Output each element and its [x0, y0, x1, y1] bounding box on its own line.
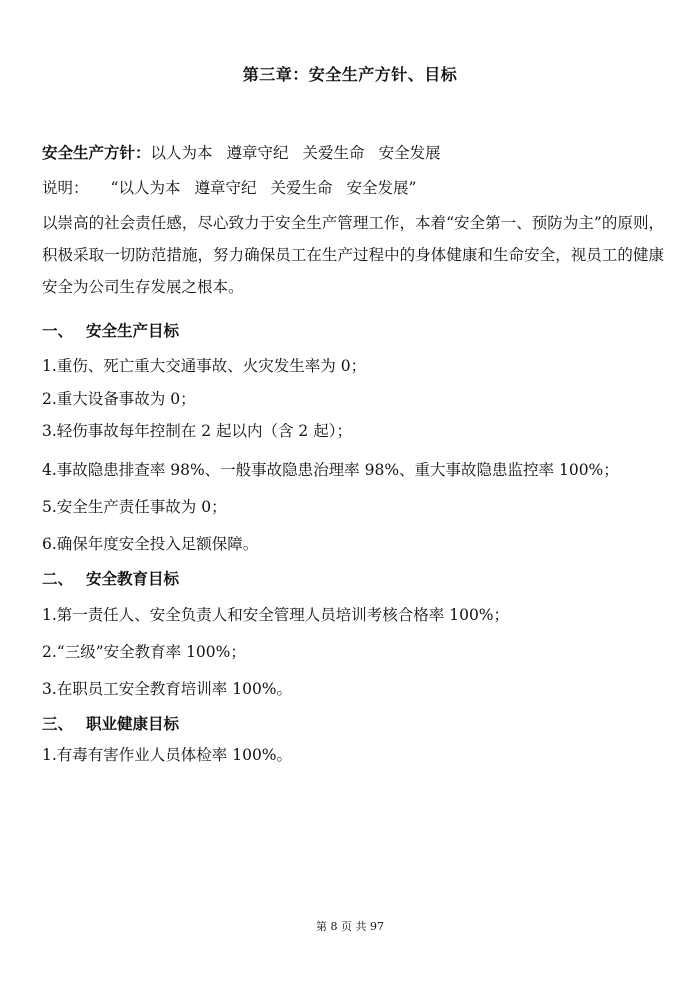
- section-number: 二、: [42, 570, 74, 588]
- policy-item: 安全发展: [378, 144, 441, 162]
- section-heading: [42, 569, 179, 589]
- section-number: 一、: [42, 322, 74, 340]
- list-item: 6.确保年度安全投入足额保障。: [42, 535, 259, 553]
- section-title: 安全生产目标: [86, 322, 180, 340]
- list-item: 1.有毒有害作业人员体检率 100%。: [42, 746, 293, 764]
- list-item: 2.重大设备事故为 0；: [42, 390, 196, 408]
- section-number: 三、: [42, 715, 74, 733]
- explanation-line: [42, 178, 662, 198]
- list-item: 4.事故隐患排查率 98%、一般事故隐患治理率 98%、重大事故隐患监控率 100%；: [42, 461, 619, 479]
- quote-item: “以人为本: [110, 179, 181, 197]
- section-title: 安全教育目标: [86, 570, 180, 588]
- list-item: 3.轻伤事故每年控制在 2 起以内（含 2 起）；: [42, 422, 352, 440]
- quote-item: 关爱生命: [270, 179, 333, 197]
- policy-item: 以人为本: [150, 144, 213, 162]
- section-heading: [42, 321, 179, 341]
- explanation-label: 说明：: [42, 179, 89, 197]
- list-item: 2.“三级”安全教育率 100%；: [42, 643, 246, 661]
- page-footer: 第 8 页 共 97: [316, 920, 384, 933]
- section-heading: [42, 714, 179, 734]
- explanation-paragraph: 以崇高的社会责任感，尽心致力于安全生产管理工作，本着“安全第一、预防为主”的原则，积极采取一切防范措施，努力确保员工在生产过程中的身体健康和生命安全，视员工的健康安全为公司生存发展之根本。: [42, 214, 664, 296]
- quote-item: 遵章守纪: [194, 179, 257, 197]
- quote-item: 安全发展”: [346, 179, 417, 197]
- policy-item: 关爱生命: [302, 144, 365, 162]
- list-item: 3.在职员工安全教育培训率 100%。: [42, 680, 293, 698]
- list-item: 5.安全生产责任事故为 0；: [42, 498, 227, 516]
- list-item: 1.第一责任人、安全负责人和安全管理人员培训考核合格率 100%；: [42, 606, 510, 624]
- policy-line: [42, 143, 662, 163]
- list-item: 1.重伤、死亡重大交通事故、火灾发生率为 0；: [42, 357, 367, 375]
- policy-item: 遵章守纪: [226, 144, 289, 162]
- policy-label: 安全生产方针：: [42, 144, 151, 162]
- section-title: 职业健康目标: [86, 715, 180, 733]
- chapter-title: 第三章：安全生产方针、目标: [242, 65, 458, 84]
